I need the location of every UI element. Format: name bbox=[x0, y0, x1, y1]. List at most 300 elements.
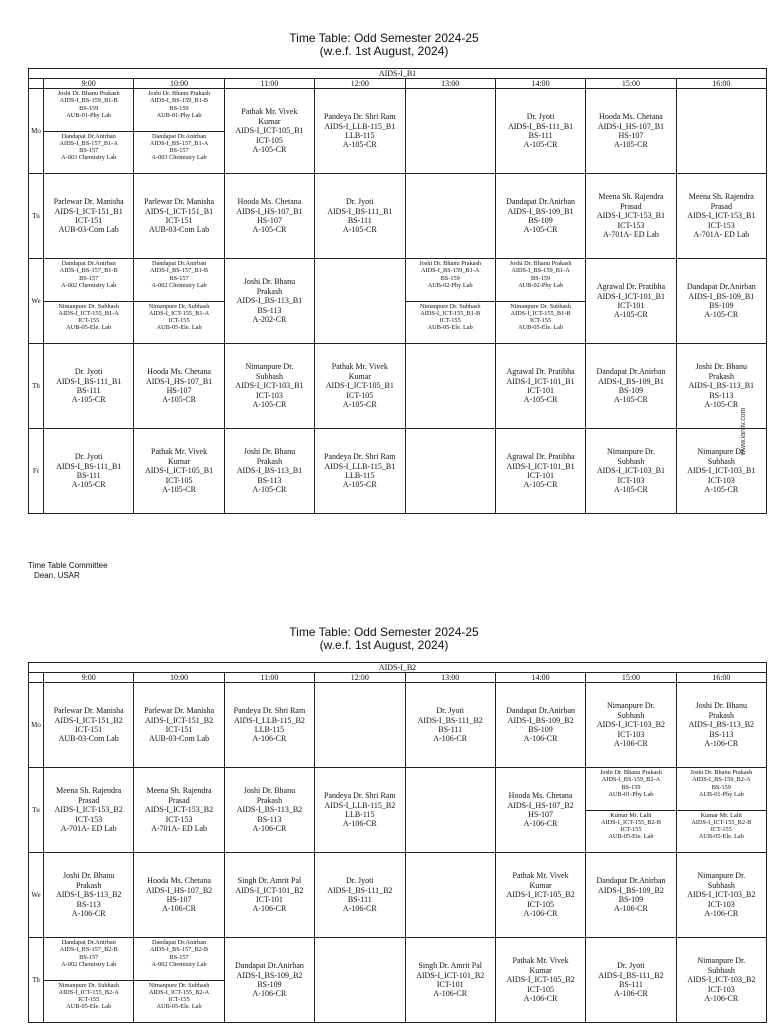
lab-slot bbox=[134, 89, 224, 174]
slot-line: A-105-CR bbox=[342, 480, 377, 490]
class-slot bbox=[586, 89, 676, 174]
slot-line: BS-111 bbox=[619, 980, 643, 989]
slot-line: Hooda Ms. Chetana bbox=[147, 876, 211, 886]
class-slot bbox=[676, 853, 766, 938]
slot-line: A-105-CR bbox=[162, 395, 196, 405]
lab-slot bbox=[134, 938, 224, 1023]
slot-line: Kumar Mr. Lalit bbox=[610, 811, 652, 819]
slot-line: AIDS-I_ICT-153_B1 bbox=[596, 211, 666, 221]
slot-line: Joshi Dr. Bhanu bbox=[243, 277, 296, 287]
slot-line: Agrawal Dr. Pratibha bbox=[596, 282, 666, 292]
slot-line: Kumar bbox=[529, 880, 552, 890]
day-label: Mo bbox=[29, 683, 44, 768]
slot-line: A-002 Chemistry Lab bbox=[151, 960, 207, 968]
slot-line: Kumar bbox=[167, 456, 191, 466]
time-slot-header: 10:00 bbox=[134, 673, 224, 683]
slot-line: AIDS-I_LLB-115_B1 bbox=[324, 461, 396, 471]
group-name: AIDS-I_B1 bbox=[29, 69, 767, 79]
slot-line: Dr. Jyoti bbox=[346, 876, 374, 886]
day-label: Th bbox=[29, 344, 44, 429]
slot-line: ICT-151 bbox=[75, 725, 103, 734]
slot-line: A-105-CR bbox=[704, 400, 739, 410]
slot-line: Dr. Jyoti bbox=[346, 197, 374, 207]
slot-line: Dr. Jyoti bbox=[74, 367, 103, 377]
slot-line: Kumar bbox=[258, 116, 281, 126]
slot-line: AIDS-I_ICT-103_B2 bbox=[596, 720, 666, 730]
slot-line: Pandeya Dr. Shri Ram bbox=[324, 452, 396, 462]
slot-line: Subhash bbox=[617, 456, 645, 466]
slot-line: A-701A- ED Lab bbox=[60, 824, 117, 834]
slot-line: AUB-02-Phy Lab bbox=[518, 281, 564, 289]
slot-line: Dr. Jyoti bbox=[617, 961, 645, 971]
slot-line: A-106-CR bbox=[433, 989, 468, 999]
empty-slot bbox=[315, 938, 405, 1023]
slot-line: Pathak Mr. Vivek bbox=[512, 956, 569, 966]
slot-line: ICT-101 bbox=[436, 980, 464, 989]
lab-batch-b bbox=[406, 301, 495, 333]
slot-line: A-106-CR bbox=[704, 739, 739, 749]
slot-line: A-105-CR bbox=[252, 485, 287, 495]
slot-line: AUB-03-Com Lab bbox=[58, 734, 119, 744]
day-row bbox=[29, 683, 767, 768]
slot-line: Subhash bbox=[255, 371, 283, 381]
slot-line: AIDS-I_ICT-103_B2 bbox=[687, 975, 756, 985]
slot-line: Nimanpure Dr. Subhash bbox=[510, 302, 571, 310]
slot-line: A-105-CR bbox=[71, 480, 106, 490]
slot-line: AIDS-I_BS-109_B2 bbox=[598, 885, 664, 895]
day-row bbox=[29, 429, 767, 514]
lab-batch-a bbox=[44, 259, 133, 301]
slot-line: A-105-CR bbox=[523, 395, 558, 405]
slot-line: AIDS-I_ICT-101_B2 bbox=[235, 885, 304, 895]
slot-line: BS-157 bbox=[79, 953, 99, 961]
day-row bbox=[29, 174, 767, 259]
class-slot bbox=[134, 174, 224, 259]
lab-batch-b bbox=[677, 810, 766, 842]
slot-line: AUB-05-Ele. Lab bbox=[608, 833, 654, 841]
timetable-b2 bbox=[28, 662, 767, 1023]
day-row bbox=[29, 938, 767, 1023]
slot-line: A-105-CR bbox=[342, 400, 377, 410]
slot-line: BS-113 bbox=[257, 305, 282, 315]
slot-line: Joshi Dr. Bhanu Prakash bbox=[509, 260, 572, 267]
class-slot bbox=[586, 259, 676, 344]
day-label: Tu bbox=[29, 174, 44, 259]
slot-line: Singh Dr. Amrit Pal bbox=[418, 961, 482, 971]
day-label: Th bbox=[29, 938, 44, 1023]
class-slot bbox=[44, 344, 134, 429]
slot-line: Parlewar Dr. Manisha bbox=[144, 706, 215, 716]
time-slot-header: 13:00 bbox=[405, 673, 495, 683]
slot-line: A-105-CR bbox=[523, 225, 558, 235]
slot-line: A-105-CR bbox=[252, 400, 287, 410]
slot-line: LLB-115 bbox=[254, 725, 285, 734]
slot-line: AIDS-I_LLB-115_B1 bbox=[324, 121, 396, 131]
slot-line: Pathak Mr. Vivek bbox=[241, 107, 298, 117]
lab-batch-b bbox=[586, 810, 675, 842]
slot-line: Nimanpure Dr. Subhash bbox=[58, 302, 120, 310]
class-slot bbox=[586, 938, 676, 1023]
slot-line: AIDS-I_LLB-115_B2 bbox=[324, 800, 396, 810]
slot-line: AIDS-I_BS-157_B1-B bbox=[59, 267, 118, 275]
slot-line: AIDS-I_BS-159_B2-A bbox=[692, 776, 751, 784]
slot-line: Dandapat Dr.Anirban bbox=[151, 132, 207, 140]
class-slot bbox=[224, 89, 314, 174]
slot-line: A-105-CR bbox=[252, 145, 287, 155]
slot-line: AUB-05-Ele. Lab bbox=[427, 324, 473, 332]
slot-line: Prakash bbox=[256, 795, 283, 805]
slot-line: AIDS-I_ICT-101_B1 bbox=[506, 376, 575, 386]
slot-line: BS-159 bbox=[530, 274, 551, 282]
slot-line: A-003 Chemistry Lab bbox=[61, 154, 117, 162]
slot-line: AIDS-I_ICT-105_B1 bbox=[235, 126, 304, 136]
class-slot bbox=[44, 429, 134, 514]
slot-line: A-106-CR bbox=[614, 989, 648, 999]
slot-line: AIDS-I_ICT-155_B2-A bbox=[148, 988, 210, 996]
slot-line: ICT-103 bbox=[617, 729, 645, 739]
slot-line: ICT-155 bbox=[439, 317, 461, 325]
slot-line: AIDS-I_ICT-153_B2 bbox=[144, 805, 214, 815]
slot-line: AUB-03-Com Lab bbox=[58, 225, 119, 235]
slot-line: ICT-101 bbox=[617, 301, 645, 310]
class-slot bbox=[405, 938, 495, 1023]
class-slot bbox=[495, 89, 585, 174]
empty-slot bbox=[315, 259, 405, 344]
slot-line: Kumar bbox=[529, 965, 552, 975]
slot-line: A-106-CR bbox=[162, 904, 196, 914]
slot-line: AIDS-I_BS-157_B2-B bbox=[150, 946, 209, 954]
class-slot bbox=[495, 683, 585, 768]
slot-line: A-106-CR bbox=[614, 904, 648, 914]
class-slot bbox=[315, 768, 405, 853]
slot-line: Kumar bbox=[348, 371, 371, 381]
class-slot bbox=[586, 344, 676, 429]
slot-line: A-106-CR bbox=[704, 994, 739, 1004]
class-slot bbox=[44, 768, 134, 853]
time-slot-header: 9:00 bbox=[44, 673, 134, 683]
slot-line: Dandapat Dr.Anirban bbox=[506, 197, 575, 207]
slot-line: ICT-105 bbox=[527, 899, 554, 909]
lab-slot bbox=[405, 259, 495, 344]
slot-line: AIDS-I_BS-159_B1-A bbox=[511, 267, 570, 275]
slot-line: BS-157 bbox=[169, 953, 189, 961]
lab-batch-b bbox=[44, 301, 133, 333]
slot-line: BS-157 bbox=[79, 274, 99, 282]
slot-line: AIDS-I_BS-113_B1 bbox=[688, 381, 755, 391]
slot-line: A-105-CR bbox=[704, 485, 739, 495]
slot-line: AIDS-I_BS-111_B2 bbox=[327, 885, 393, 895]
slot-line: BS-111 bbox=[76, 386, 101, 395]
slot-line: ICT-103 bbox=[707, 475, 735, 485]
footer bbox=[28, 561, 108, 581]
slot-line: AIDS-I_BS-111_B1 bbox=[56, 461, 122, 471]
slot-line: ICT-105 bbox=[527, 984, 554, 994]
slot-line: Hooda Ms. Chetana bbox=[147, 367, 211, 377]
time-slot-header: 10:00 bbox=[134, 79, 224, 89]
slot-line: Singh Dr. Amrit Pal bbox=[237, 876, 302, 886]
slot-line: AIDS-I_ICT-103_B2 bbox=[687, 890, 756, 900]
slot-line: AIDS-I_ICT-155_B2-B bbox=[600, 818, 661, 826]
slot-line: Subhash bbox=[707, 456, 735, 466]
lab-slot bbox=[44, 89, 134, 174]
slot-line: ICT-105 bbox=[165, 475, 193, 485]
slot-line: Parlewar Dr. Manisha bbox=[53, 197, 124, 207]
slot-line: AIDS-I_BS-111_B2 bbox=[598, 970, 664, 980]
time-slot-header: 11:00 bbox=[224, 673, 314, 683]
class-slot bbox=[676, 344, 766, 429]
slot-line: AIDS-I_ICT-105_B2 bbox=[506, 890, 575, 900]
slot-line: AIDS-I_BS-113_B1 bbox=[236, 296, 303, 306]
slot-line: LLB-115 bbox=[345, 131, 375, 140]
lab-batch-a bbox=[44, 938, 133, 980]
time-slot-header: 9:00 bbox=[44, 79, 134, 89]
group-name: AIDS-I_B2 bbox=[29, 663, 767, 673]
class-slot bbox=[315, 344, 405, 429]
slot-line: BS-113 bbox=[709, 390, 734, 400]
class-slot bbox=[495, 768, 585, 853]
time-slot-header: 15:00 bbox=[586, 673, 676, 683]
slot-line: A-106-CR bbox=[523, 909, 558, 919]
slot-line: A-106-CR bbox=[704, 909, 739, 919]
slot-line: HS-107 bbox=[528, 810, 553, 819]
slot-line: AIDS-I_BS-113_B2 bbox=[236, 805, 303, 815]
slot-line: AIDS-I_ICT-103_B1 bbox=[596, 466, 666, 476]
class-slot bbox=[315, 89, 405, 174]
time-slot-header: 16:00 bbox=[676, 673, 766, 683]
timetable-subtitle: (w.e.f. 1st August, 2024) bbox=[319, 44, 449, 58]
slot-line: Joshi Dr. Bhanu Prakash bbox=[690, 769, 753, 776]
group-header-row bbox=[29, 663, 767, 673]
slot-line: A-202-CR bbox=[252, 315, 287, 325]
slot-line: AIDS-I_BS-113_B2 bbox=[688, 720, 755, 730]
slot-line: Joshi Dr. Bhanu bbox=[695, 701, 747, 711]
slot-line: AIDS-I_ICT-101_B2 bbox=[416, 970, 485, 980]
slot-line: Meena Sh. Rajendra bbox=[56, 786, 122, 796]
slot-line: A-106-CR bbox=[252, 824, 287, 834]
slot-line: A-105-CR bbox=[342, 140, 377, 150]
slot-line: Meena Sh. Rajendra bbox=[598, 192, 664, 202]
time-slot-header: 14:00 bbox=[495, 79, 585, 89]
class-slot bbox=[224, 344, 314, 429]
class-slot bbox=[134, 683, 224, 768]
slot-line: AIDS-I_ICT-105_B2 bbox=[506, 975, 575, 985]
slot-line: BS-109 bbox=[709, 301, 734, 310]
class-slot bbox=[495, 429, 585, 514]
slot-line: A-106-CR bbox=[71, 909, 106, 919]
slot-line: Nimanpure Dr. Subhash bbox=[148, 302, 210, 310]
slot-line: Pathak Mr. Vivek bbox=[151, 447, 208, 457]
slot-line: BS-157 bbox=[79, 147, 99, 155]
time-slot-header: 12:00 bbox=[315, 79, 405, 89]
lab-slot bbox=[44, 259, 134, 344]
slot-line: ICT-155 bbox=[530, 317, 552, 325]
class-slot bbox=[315, 853, 405, 938]
slot-line: ICT-105 bbox=[256, 135, 283, 145]
class-slot bbox=[676, 938, 766, 1023]
class-slot bbox=[586, 429, 676, 514]
slot-line: AIDS-I_ICT-155_B1-B bbox=[510, 309, 571, 317]
lab-batch-a bbox=[406, 259, 495, 301]
slot-line: BS-111 bbox=[76, 471, 101, 480]
timetable-title: Time Table: Odd Semester 2024-25 bbox=[289, 31, 479, 45]
class-slot bbox=[315, 174, 405, 259]
slot-line: AUB-01-Phy Lab bbox=[698, 790, 744, 798]
slot-line: ICT-101 bbox=[527, 386, 554, 395]
slot-line: A-002 Chemistry Lab bbox=[61, 281, 117, 289]
slot-line: AIDS-I_ICT-155_B1-B bbox=[420, 309, 481, 317]
slot-line: Joshi Dr. Bhanu bbox=[243, 447, 296, 457]
timetable-title: Time Table: Odd Semester 2024-25 bbox=[289, 625, 479, 639]
slot-line: Nimanpure Dr. bbox=[697, 871, 746, 881]
slot-line: Pandeya Dr. Shri Ram bbox=[233, 706, 306, 716]
slot-line: AIDS-I_ICT-105_B1 bbox=[144, 466, 214, 476]
slot-line: AIDS-I_BS-113_B1 bbox=[236, 466, 303, 476]
slot-line: AIDS-I_ICT-153_B1 bbox=[687, 211, 756, 221]
slot-line: AIDS-I_ICT-155_B2-A bbox=[58, 988, 119, 996]
slot-line: ICT-155 bbox=[620, 826, 642, 834]
slot-line: AUB-05-Ele. Lab bbox=[66, 1003, 112, 1011]
slot-line: Dr. Jyoti bbox=[436, 706, 464, 716]
slot-line: ICT-151 bbox=[165, 725, 193, 734]
slot-line: AIDS-I_ICT-151_B2 bbox=[54, 715, 123, 725]
class-slot bbox=[676, 683, 766, 768]
slot-line: BS-157 bbox=[169, 274, 189, 282]
slot-line: A-002 Chemistry Lab bbox=[61, 960, 117, 968]
slot-line: A-701A- ED Lab bbox=[693, 230, 750, 240]
timetable-b1 bbox=[28, 68, 767, 514]
class-slot bbox=[44, 853, 134, 938]
slot-line: ICT-153 bbox=[165, 814, 193, 824]
class-slot bbox=[224, 429, 314, 514]
slot-line: Subhash bbox=[617, 710, 645, 720]
slot-line: ICT-103 bbox=[256, 390, 283, 400]
slot-line: BS-159 bbox=[621, 783, 641, 791]
slot-line: ICT-153 bbox=[707, 220, 735, 230]
slot-line: Prasad bbox=[710, 201, 732, 211]
class-slot bbox=[224, 853, 314, 938]
time-slot-header: 12:00 bbox=[315, 673, 405, 683]
slot-line: Pathak Mr. Vivek bbox=[512, 871, 569, 881]
slot-line: AIDS-I_BS-159_B1-B bbox=[150, 97, 209, 105]
slot-line: AIDS-I_ICT-155_B1-A bbox=[148, 309, 210, 317]
slot-line: Subhash bbox=[707, 965, 735, 975]
group-header-row bbox=[29, 69, 767, 79]
slot-line: ICT-103 bbox=[617, 475, 645, 485]
slot-line: Nimanpure Dr. bbox=[606, 447, 655, 457]
slot-line: A-106-CR bbox=[614, 739, 648, 749]
slot-line: Nimanpure Dr. Subhash bbox=[58, 981, 120, 989]
timetable-subtitle: (w.e.f. 1st August, 2024) bbox=[319, 638, 449, 652]
slot-line: A-701A- ED Lab bbox=[602, 230, 659, 240]
slot-line: A-106-CR bbox=[433, 734, 468, 744]
slot-line: Nimanpure Dr. bbox=[697, 447, 746, 457]
slot-line: ICT-155 bbox=[168, 996, 190, 1004]
class-slot bbox=[586, 853, 676, 938]
slot-line: AUB-03-Com Lab bbox=[148, 225, 210, 235]
slot-line: AIDS-I_ICT-155_B2-B bbox=[691, 818, 752, 826]
slot-line: BS-113 bbox=[257, 814, 282, 824]
lab-batch-a bbox=[496, 259, 585, 301]
slot-line: AIDS-I_BS-111_B1 bbox=[327, 206, 393, 216]
slot-line: Dandapat Dr.Anirban bbox=[61, 260, 116, 267]
slot-line: AIDS-I_ICT-151_B1 bbox=[144, 206, 214, 216]
day-label: We bbox=[29, 853, 44, 938]
slot-line: A-105-CR bbox=[523, 140, 558, 150]
slot-line: AIDS-I_BS-109_B2 bbox=[236, 970, 303, 980]
corner-cell bbox=[29, 673, 44, 683]
empty-slot bbox=[405, 89, 495, 174]
lab-slot bbox=[495, 259, 585, 344]
slot-line: Nimanpure Dr. Subhash bbox=[148, 981, 210, 989]
slot-line: Nimanpure Dr. bbox=[697, 956, 746, 966]
slot-line: A-105-CR bbox=[614, 310, 648, 320]
slot-line: AIDS-I_BS-111_B1 bbox=[507, 121, 574, 131]
time-header-row bbox=[29, 673, 767, 683]
slot-line: Prasad bbox=[78, 795, 100, 805]
slot-line: ICT-105 bbox=[346, 390, 374, 400]
slot-line: Prasad bbox=[620, 201, 642, 211]
lab-batch-b bbox=[134, 131, 223, 163]
slot-line: Joshi Dr. Bhanu bbox=[695, 362, 747, 372]
class-slot bbox=[224, 174, 314, 259]
slot-line: AIDS-I_ICT-103_B1 bbox=[235, 381, 304, 391]
slot-line: ICT-101 bbox=[256, 895, 283, 904]
slot-line: AIDS-I_HS-107_B2 bbox=[145, 885, 213, 895]
class-slot bbox=[224, 938, 314, 1023]
slot-line: A-105-CR bbox=[71, 395, 106, 405]
slot-line: Pathak Mr. Vivek bbox=[331, 362, 388, 372]
slot-line: ICT-153 bbox=[75, 814, 103, 824]
slot-line: AIDS-I_BS-109_B1 bbox=[688, 291, 755, 301]
lab-batch-a bbox=[586, 768, 675, 810]
slot-line: Hooda Ms. Chetana bbox=[237, 197, 302, 207]
slot-line: A-105-CR bbox=[162, 485, 196, 495]
lab-batch-a bbox=[134, 89, 223, 131]
slot-line: Prakash bbox=[76, 880, 102, 890]
class-slot bbox=[405, 683, 495, 768]
time-slot-header: 13:00 bbox=[405, 79, 495, 89]
slot-line: HS-107 bbox=[618, 131, 644, 140]
slot-line: Pandeya Dr. Shri Ram bbox=[324, 791, 396, 801]
class-slot bbox=[224, 259, 314, 344]
lab-batch-a bbox=[44, 89, 133, 131]
slot-line: AIDS-I_BS-157_B1-A bbox=[59, 139, 118, 147]
lab-batch-b bbox=[134, 301, 223, 333]
slot-line: BS-159 bbox=[79, 104, 99, 112]
day-row bbox=[29, 89, 767, 174]
watermark-text: www.ianliv.com bbox=[740, 407, 747, 455]
class-slot bbox=[586, 683, 676, 768]
slot-line: AIDS-I_BS-109_B2 bbox=[507, 715, 574, 725]
slot-line: HS-107 bbox=[256, 216, 282, 225]
slot-line: AIDS-I_ICT-155_B1-A bbox=[58, 309, 119, 317]
slot-line: AIDS-I_BS-157_B1-A bbox=[149, 139, 209, 147]
slot-line: BS-113 bbox=[76, 899, 101, 909]
slot-line: AUB-05-Ele. Lab bbox=[518, 324, 564, 332]
slot-line: AUB-02-Phy Lab bbox=[427, 281, 473, 289]
slot-line: Dandapat Dr.Anirban bbox=[596, 876, 666, 886]
slot-line: A-105-CR bbox=[614, 395, 648, 405]
slot-line: Joshi Dr. Bhanu bbox=[63, 871, 115, 881]
slot-line: A-002 Chemistry Lab bbox=[151, 281, 207, 289]
lab-batch-a bbox=[677, 768, 766, 810]
slot-line: A-106-CR bbox=[252, 734, 287, 744]
slot-line: BS-109 bbox=[618, 895, 644, 904]
footer-committee: Time Table Committee bbox=[28, 561, 108, 570]
slot-line: A-105-CR bbox=[614, 140, 648, 150]
slot-line: AIDS-I_BS-159_B2-A bbox=[601, 776, 661, 784]
slot-line: BS-113 bbox=[709, 729, 734, 739]
